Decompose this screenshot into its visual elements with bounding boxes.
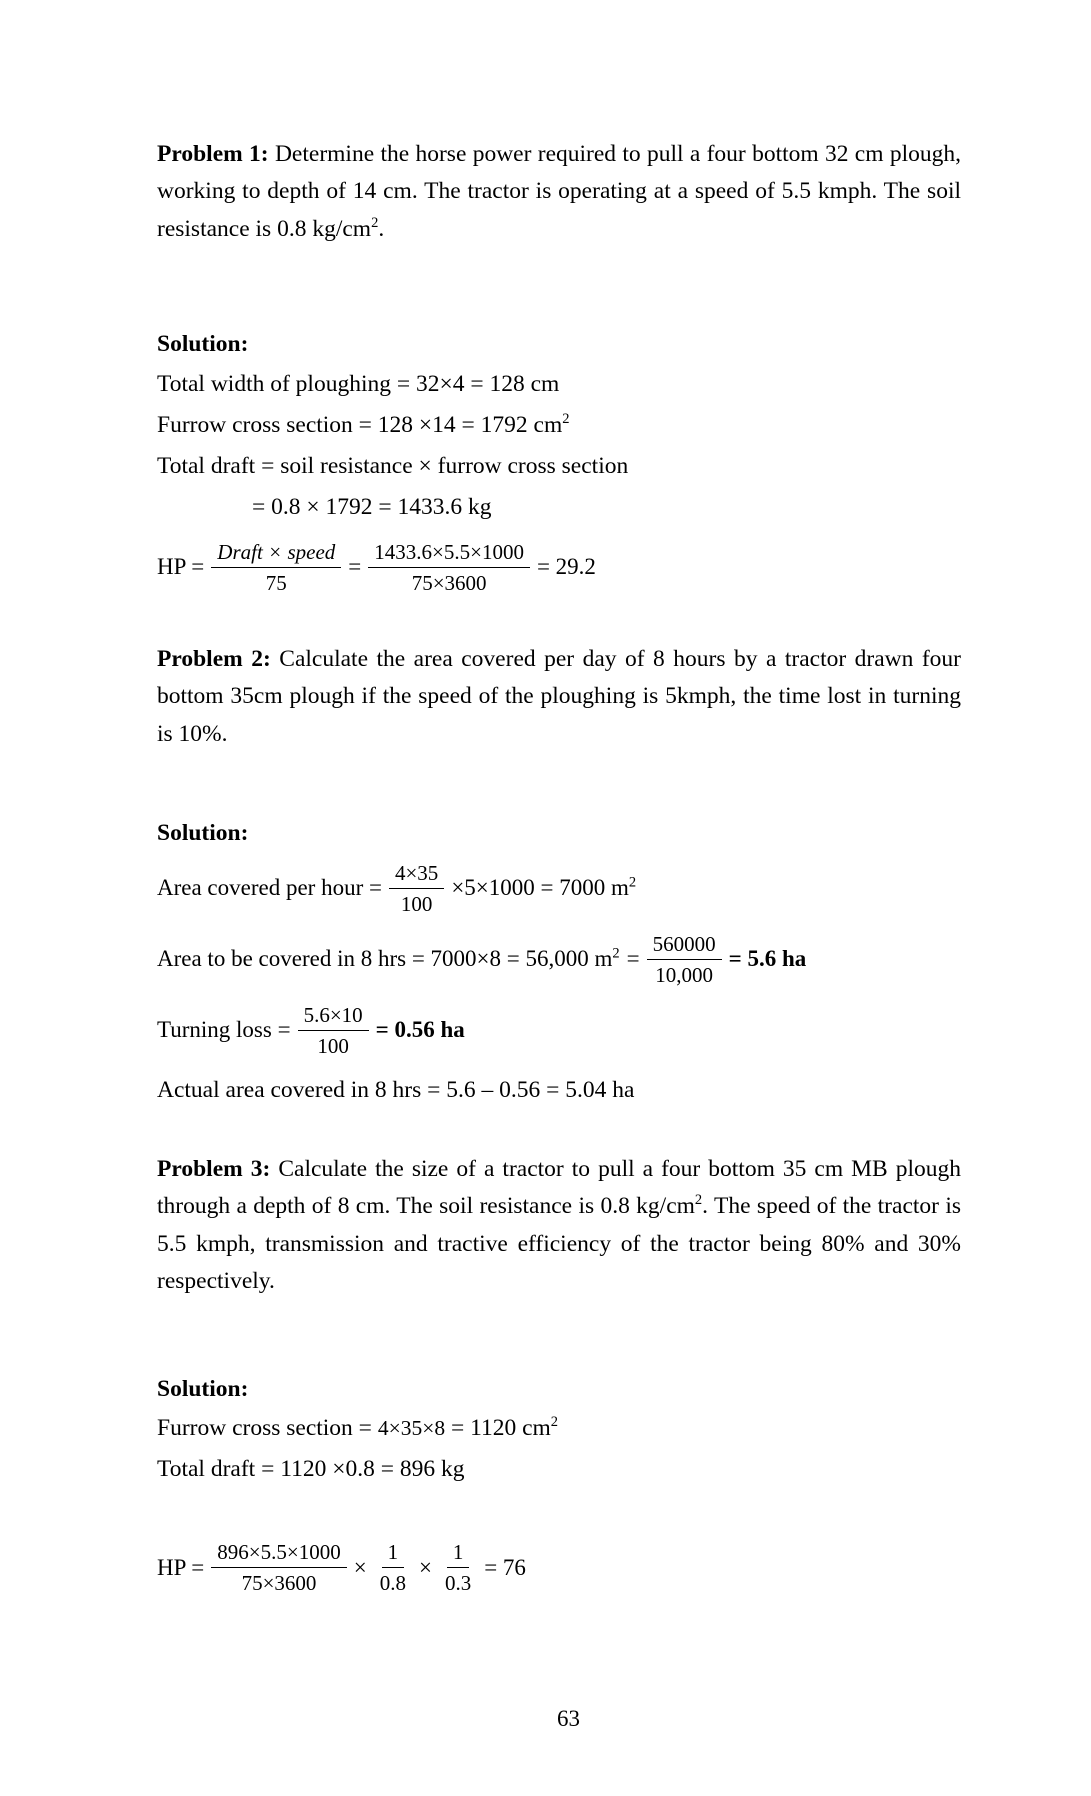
p1-hp-fraction-2-denominator: 75×3600 bbox=[411, 570, 487, 595]
p2-area-per-hour-post-wrap bbox=[451, 875, 636, 901]
p1-hp-fraction-2-numerator: 1433.6×5.5×1000 bbox=[368, 538, 530, 568]
problem3-solution-heading: Solution: bbox=[157, 1375, 249, 1402]
p3-total-draft-line bbox=[157, 1449, 961, 1490]
p2-area-per-hour-pre: Area covered per hour = bbox=[157, 875, 382, 900]
p1-hp-fraction-1-numerator: Draft × speed bbox=[211, 538, 341, 568]
p1-total-draft-text: Total draft = soil resistance × furrow cross section bbox=[157, 452, 629, 479]
p2-turning-loss-formula bbox=[157, 1001, 961, 1060]
p1-hp-formula bbox=[157, 538, 961, 597]
p3-furrow-superscript: 2 bbox=[550, 1414, 559, 1431]
problem3-label: Problem 3: bbox=[157, 1155, 271, 1182]
p1-draft-value-text: = 0.8 × 1792 = 1433.6 kg bbox=[252, 493, 492, 520]
p3-total-draft-text: Total draft = 1120 ×0.8 = 896 kg bbox=[157, 1456, 465, 1482]
problem1-text-tail: . bbox=[378, 215, 385, 242]
p2-turning-loss-denominator: 100 bbox=[317, 1033, 349, 1058]
problem1-label: Problem 1: bbox=[157, 140, 269, 167]
p1-draft-value-line bbox=[157, 487, 961, 528]
p3-furrow-expression: 4×35×8 bbox=[377, 1416, 446, 1440]
p2-area-8hrs-denominator: 10,000 bbox=[655, 962, 713, 987]
problem3-superscript: 2 bbox=[694, 1192, 703, 1209]
p2-area-per-hour-formula bbox=[157, 859, 961, 918]
p3-hp-formula bbox=[157, 1538, 961, 1597]
p3-furrow-post: = 1120 cm bbox=[445, 1415, 551, 1441]
p2-area-8hrs-pre: Area to be covered in 8 hrs = 7000×8 = 56,000 m bbox=[157, 946, 613, 971]
p1-hp-result: = 29.2 bbox=[536, 554, 596, 579]
problem2-solution-heading: Solution: bbox=[157, 820, 249, 846]
p3-hp-fraction-1-numerator: 896×5.5×1000 bbox=[211, 1538, 346, 1568]
p2-area-8hrs-superscript: 2 bbox=[612, 945, 620, 962]
p3-hp-result: = 76 bbox=[484, 1554, 526, 1580]
p1-total-width-line bbox=[157, 364, 961, 405]
p2-area-per-hour-post: ×5×1000 = 7000 m bbox=[451, 875, 629, 900]
p3-furrow-line bbox=[157, 1408, 961, 1449]
p3-hp-fraction-2-denominator: 0.8 bbox=[379, 1571, 406, 1595]
problem1-superscript: 2 bbox=[371, 214, 379, 231]
problem3-statement bbox=[157, 1151, 961, 1301]
problem3-text-b: . The speed of the tractor is 5.5 kmph, transmission and tractive efficiency of the tractor being 80% and 30% respectively. bbox=[157, 1193, 961, 1294]
problem2-text: Calculate the area covered per day of 8 hours by a tractor drawn four bottom 35cm plough if the speed of the ploughing is 5kmph, the time lost in turning is 10%. bbox=[157, 645, 962, 747]
p1-furrow-text: Furrow cross section = 128 ×14 = 1792 cm bbox=[157, 411, 563, 438]
p2-area-8hrs-fraction bbox=[647, 930, 722, 989]
p2-actual-area-line bbox=[157, 1070, 961, 1111]
p3-hp-lhs: HP = bbox=[157, 1554, 205, 1580]
p2-area-per-hour-fraction bbox=[389, 859, 444, 918]
p2-turning-loss-fraction bbox=[298, 1001, 369, 1060]
p1-hp-fraction-1 bbox=[211, 538, 341, 597]
p3-hp-times-1: × bbox=[353, 1554, 367, 1580]
p2-area-8hrs-equals: = bbox=[626, 946, 640, 971]
problem2-label: Problem 2: bbox=[157, 645, 271, 672]
problem1-solution-heading: Solution: bbox=[157, 331, 249, 357]
p3-furrow-pre: Furrow cross section = bbox=[157, 1415, 378, 1441]
p3-hp-fraction-2 bbox=[374, 1538, 412, 1597]
p2-area-per-hour-denominator: 100 bbox=[400, 891, 433, 916]
p3-hp-times-2: × bbox=[418, 1554, 432, 1580]
problem2-statement bbox=[157, 641, 961, 754]
p2-turning-loss-result: = 0.56 ha bbox=[375, 1017, 465, 1042]
p1-furrow-superscript: 2 bbox=[562, 410, 570, 427]
p2-area-per-hour-numerator: 4×35 bbox=[389, 859, 444, 889]
p2-area-8hrs-formula bbox=[157, 930, 961, 989]
p2-area-per-hour-superscript: 2 bbox=[628, 874, 637, 891]
p3-hp-fraction-1 bbox=[211, 1538, 346, 1597]
p2-turning-loss-numerator: 5.6×10 bbox=[298, 1001, 369, 1031]
p2-area-8hrs-result: = 5.6 ha bbox=[728, 946, 807, 971]
problem1-text: Determine the horse power required to pull a four bottom 32 cm plough, working to depth of 14 cm. The tractor is operating at a speed of 5.5 kmph. The soil resistance is 0.8 kg/cm bbox=[157, 140, 961, 242]
p3-hp-fraction-3-numerator: 1 bbox=[447, 1538, 470, 1568]
page-number: 63 bbox=[557, 1706, 580, 1731]
p3-hp-fraction-3 bbox=[439, 1538, 477, 1597]
p1-hp-lhs: HP = bbox=[157, 554, 205, 579]
problem3-text-a: Calculate the size of a tractor to pull a four bottom 35 cm MB plough through a depth of 8 cm. The soil resistance is 0.8 kg/cm bbox=[157, 1155, 961, 1219]
p3-hp-fraction-2-numerator: 1 bbox=[382, 1538, 405, 1568]
p3-hp-fraction-1-denominator: 75×3600 bbox=[241, 1571, 317, 1595]
p1-furrow-line bbox=[157, 405, 961, 446]
p1-hp-equals: = bbox=[348, 554, 362, 579]
p2-area-8hrs-numerator: 560000 bbox=[647, 930, 722, 960]
p1-total-width-text: Total width of ploughing = 32×4 = 128 cm bbox=[157, 370, 560, 397]
p1-total-draft-line bbox=[157, 446, 961, 487]
p2-actual-area-text: Actual area covered in 8 hrs = 5.6 – 0.56 = 5.04 ha bbox=[157, 1076, 635, 1103]
p3-hp-fraction-3-denominator: 0.3 bbox=[444, 1571, 472, 1595]
p1-hp-fraction-1-denominator: 75 bbox=[265, 570, 287, 595]
p1-hp-fraction-2 bbox=[368, 538, 530, 597]
p2-turning-loss-pre: Turning loss = bbox=[157, 1017, 291, 1042]
problem1-statement bbox=[157, 136, 961, 249]
p2-area-8hrs-pre-wrap bbox=[157, 946, 620, 972]
